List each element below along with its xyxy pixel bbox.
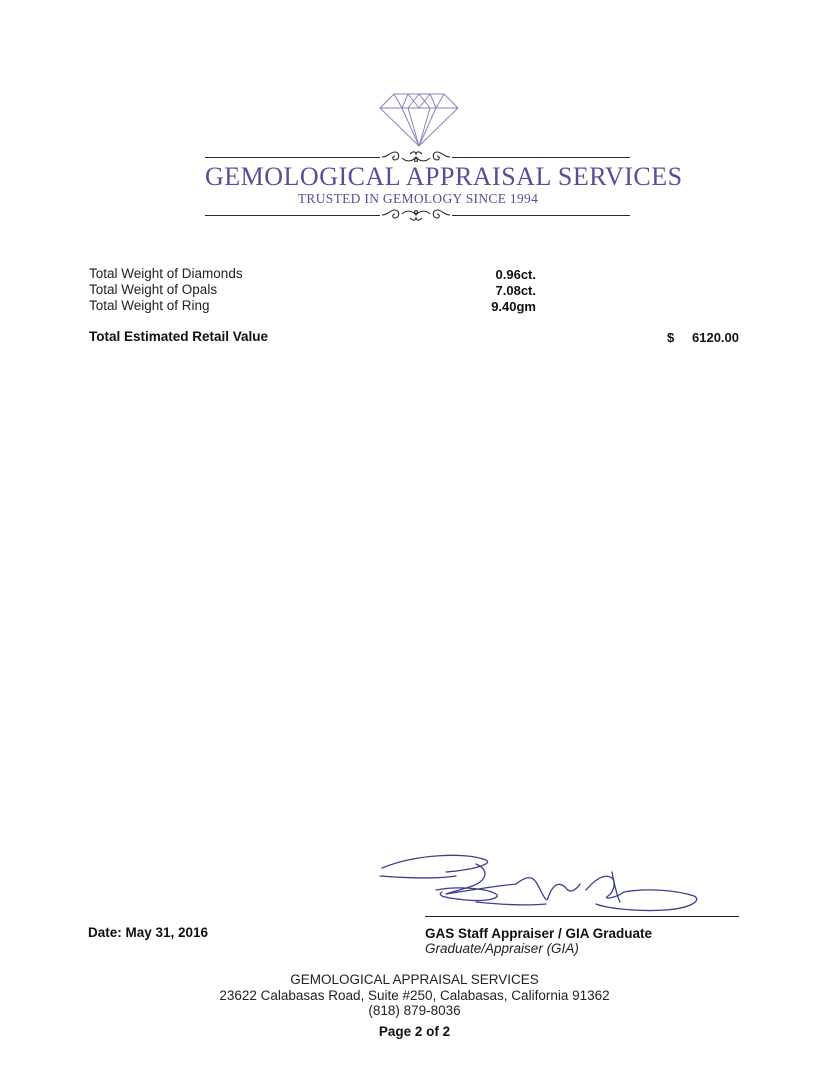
letterhead-bottom-rule xyxy=(205,215,380,216)
letterhead-top-rule xyxy=(452,157,630,158)
total-value-label: Total Estimated Retail Value xyxy=(89,329,269,344)
diamond-icon xyxy=(378,92,460,148)
appraiser-credential: Graduate/Appraiser (GIA) xyxy=(425,941,579,956)
appraiser-title: GAS Staff Appraiser / GIA Graduate xyxy=(425,926,653,941)
weight-label: Total Weight of Opals xyxy=(89,282,218,297)
weight-label: Total Weight of Ring xyxy=(89,298,210,313)
appraisal-date: Date: May 31, 2016 xyxy=(88,925,209,940)
weight-value: 9.40gm xyxy=(491,299,536,314)
flourish-ornament-icon xyxy=(380,206,452,224)
company-tagline: TRUSTED IN GEMOLOGY SINCE 1994 xyxy=(297,191,539,206)
signature-line xyxy=(425,916,739,917)
weight-label: Total Weight of Diamonds xyxy=(89,266,243,281)
company-name: GEMOLOGICAL APPRAISAL SERVICES xyxy=(205,162,683,191)
footer-phone: (818) 879-8036 xyxy=(368,1003,461,1018)
page-number: Page 2 of 2 xyxy=(378,1024,451,1039)
footer-company-name: GEMOLOGICAL APPRAISAL SERVICES xyxy=(290,972,539,987)
letterhead-top-rule xyxy=(205,157,380,158)
handwritten-signature xyxy=(376,846,706,918)
total-value-amount: 6120.00 xyxy=(692,330,739,345)
footer-address: 23622 Calabasas Road, Suite #250, Calabasas, California 91362 xyxy=(219,988,610,1003)
letterhead-bottom-rule xyxy=(452,215,630,216)
total-currency-symbol: $ xyxy=(667,330,675,345)
weight-value: 0.96ct. xyxy=(495,267,536,282)
weight-value: 7.08ct. xyxy=(495,283,536,298)
